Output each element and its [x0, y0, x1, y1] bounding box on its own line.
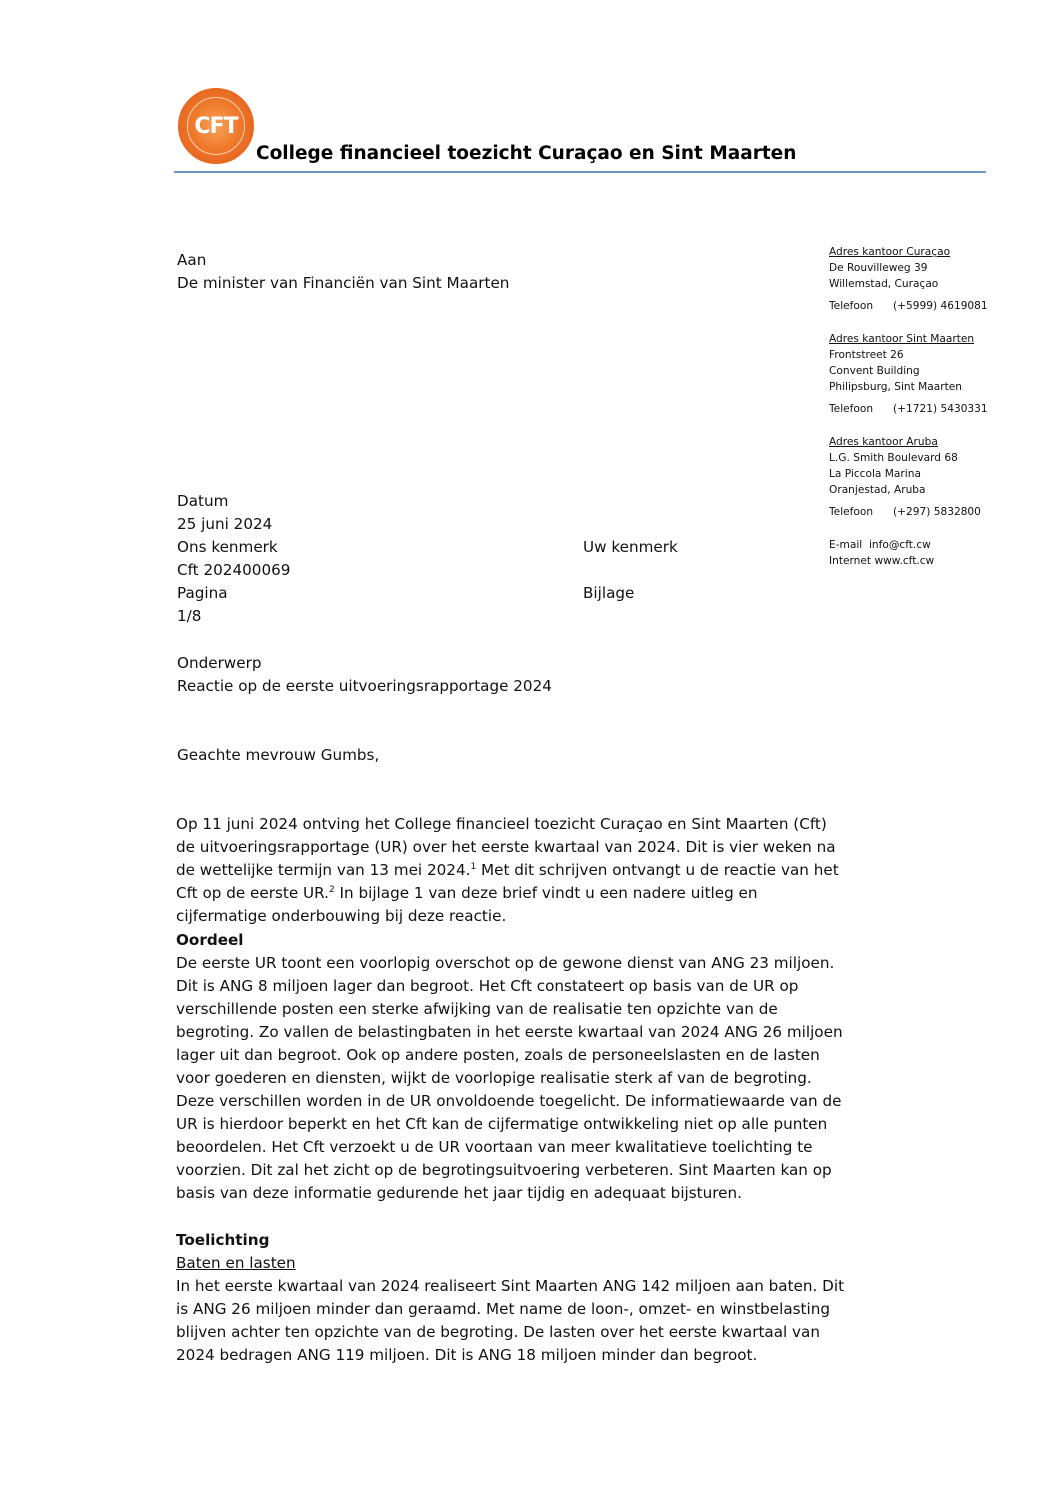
paragraph-line: lager uit dan begroot. Ook op andere posten, zoals de personeelslasten en de lasten: [176, 1046, 820, 1064]
paragraph-line: cijfermatige onderbouwing bij deze reactie.: [176, 907, 507, 925]
paragraph-line: blijven achter ten opzichte van de begroting. De lasten over het eerste kwartaal van: [176, 1323, 820, 1341]
our-reference-label: Ons kenmerk: [177, 538, 278, 556]
email-link[interactable]: info@cft.cw: [868, 539, 931, 551]
paragraph-line: begroting. Zo vallen de belastingbaten in het eerste kwartaal van 2024 ANG 26 miljoen: [176, 1023, 843, 1041]
cft-logo: [178, 88, 254, 164]
internet-row: [829, 553, 934, 569]
paragraph-line: voor goederen en diensten, wijkt de voorlopige realisatie sterk af van de begroting.: [176, 1069, 812, 1087]
office-phone: [829, 298, 988, 314]
intro-paragraph: [176, 813, 896, 928]
paragraph-line: UR is hierdoor beperkt en het Cft kan de cijfermatige ontwikkeling niet op alle punten: [176, 1115, 828, 1133]
toelichting-section: [176, 1229, 896, 1367]
subject-value: Reactie op de eerste uitvoeringsrapportage 2024: [177, 677, 552, 695]
page-label: Pagina: [177, 584, 228, 602]
phone-label: Telefoon: [829, 403, 874, 415]
paragraph-line: is ANG 26 miljoen minder dan geraamd. Met name de loon-, omzet- en winstbelasting: [176, 1300, 830, 1318]
paragraph-line: 2024 bedragen ANG 119 miljoen. Dit is ANG 18 miljoen minder dan begroot.: [176, 1346, 758, 1364]
contact-info: [829, 537, 934, 569]
paragraph-line: [176, 882, 896, 905]
paragraph-line: De eerste UR toont een voorlopig overschot op de gewone dienst van ANG 23 miljoen.: [176, 954, 835, 972]
phone-label: Telefoon: [829, 506, 874, 518]
phone-number: (+1721) 5430331: [893, 403, 988, 415]
line-text: Cft op de eerste UR.: [176, 884, 329, 902]
office-phone: [829, 401, 988, 417]
office-address-line: L.G. Smith Boulevard 68: [829, 452, 958, 464]
office-address-line: Willemstad, Curaçao: [829, 278, 939, 290]
paragraph-line: Deze verschillen worden in de UR onvoldoende toegelicht. De informatiewaarde van de: [176, 1092, 842, 1110]
our-reference-value: Cft 202400069: [177, 561, 291, 579]
paragraph-line: voorzien. Dit zal het zicht op de begrotingsuitvoering verbeteren. Sint Maarten kan op: [176, 1161, 832, 1179]
paragraph-line: beoordelen. Het Cft verzoekt u de UR voortaan van meer kwalitatieve toelichting te: [176, 1138, 813, 1156]
office-address-line: Oranjestad, Aruba: [829, 484, 926, 496]
office-address-line: Philipsburg, Sint Maarten: [829, 381, 963, 393]
paragraph-line: verschillende posten een sterke afwijking van de realisatie ten opzichte van de: [176, 1000, 778, 1018]
footnote-ref-2[interactable]: 2: [328, 885, 335, 895]
phone-label: Telefoon: [829, 300, 874, 312]
paragraph-line: Op 11 juni 2024 ontving het College financieel toezicht Curaçao en Sint Maarten (Cft): [176, 815, 827, 833]
phone-number: (+5999) 4619081: [893, 300, 988, 312]
office-sint-maarten: [829, 331, 988, 417]
oordeel-section: [176, 929, 896, 1205]
subheading-baten-lasten: Baten en lasten: [176, 1254, 296, 1272]
email-label: E-mail: [829, 539, 863, 551]
office-title: Adres kantoor Aruba: [829, 436, 938, 448]
phone-number: (+297) 5832800: [893, 506, 981, 518]
internet-label: Internet: [829, 555, 872, 567]
logo-text: CFT: [194, 114, 238, 139]
date-label: Datum: [177, 492, 229, 510]
page-value: 1/8: [177, 607, 202, 625]
paragraph-line: Dit is ANG 8 miljoen lager dan begroot. Het Cft constateert op basis van de UR op: [176, 977, 799, 995]
paragraph-line: [176, 859, 896, 882]
organization-name: College financieel toezicht Curaçao en Sint Maarten: [256, 143, 797, 164]
office-aruba: [829, 434, 981, 520]
section-heading-oordeel: Oordeel: [176, 931, 244, 949]
section-heading-toelichting: Toelichting: [176, 1231, 270, 1249]
recipient-value: De minister van Financiën van Sint Maarten: [177, 274, 510, 292]
office-address-line: Frontstreet 26: [829, 349, 904, 361]
website-link[interactable]: www.cft.cw: [874, 555, 935, 567]
line-text: de wettelijke termijn van 13 mei 2024.: [176, 861, 471, 879]
date-value: 25 juni 2024: [177, 515, 273, 533]
line-text: In bijlage 1 van deze brief vindt u een nadere uitleg en: [334, 884, 758, 902]
paragraph-line: basis van deze informatie gedurende het jaar tijdig en adequaat bijsturen.: [176, 1184, 742, 1202]
office-title: Adres kantoor Sint Maarten: [829, 333, 975, 345]
paragraph-line: In het eerste kwartaal van 2024 realiseert Sint Maarten ANG 142 miljoen aan baten. Dit: [176, 1277, 845, 1295]
office-curacao: [829, 244, 988, 314]
office-phone: [829, 504, 981, 520]
subject-label: Onderwerp: [177, 654, 262, 672]
paragraph-line: de uitvoeringsrapportage (UR) over het eerste kwartaal van 2024. Dit is vier weken na: [176, 838, 836, 856]
your-reference-label: Uw kenmerk: [583, 538, 678, 556]
footnote-ref-1[interactable]: 1: [470, 862, 477, 872]
header-divider: [174, 171, 986, 173]
office-title: Adres kantoor Curaçao: [829, 246, 951, 258]
office-address-line: La Piccola Marina: [829, 468, 921, 480]
attachment-label: Bijlage: [583, 584, 635, 602]
office-address-line: De Rouvilleweg 39: [829, 262, 928, 274]
office-address-line: Convent Building: [829, 365, 920, 377]
recipient-label: Aan: [177, 251, 207, 269]
email-row: [829, 537, 934, 553]
salutation: Geachte mevrouw Gumbs,: [177, 746, 380, 764]
line-text: Met dit schrijven ontvangt u de reactie van het: [476, 861, 839, 879]
